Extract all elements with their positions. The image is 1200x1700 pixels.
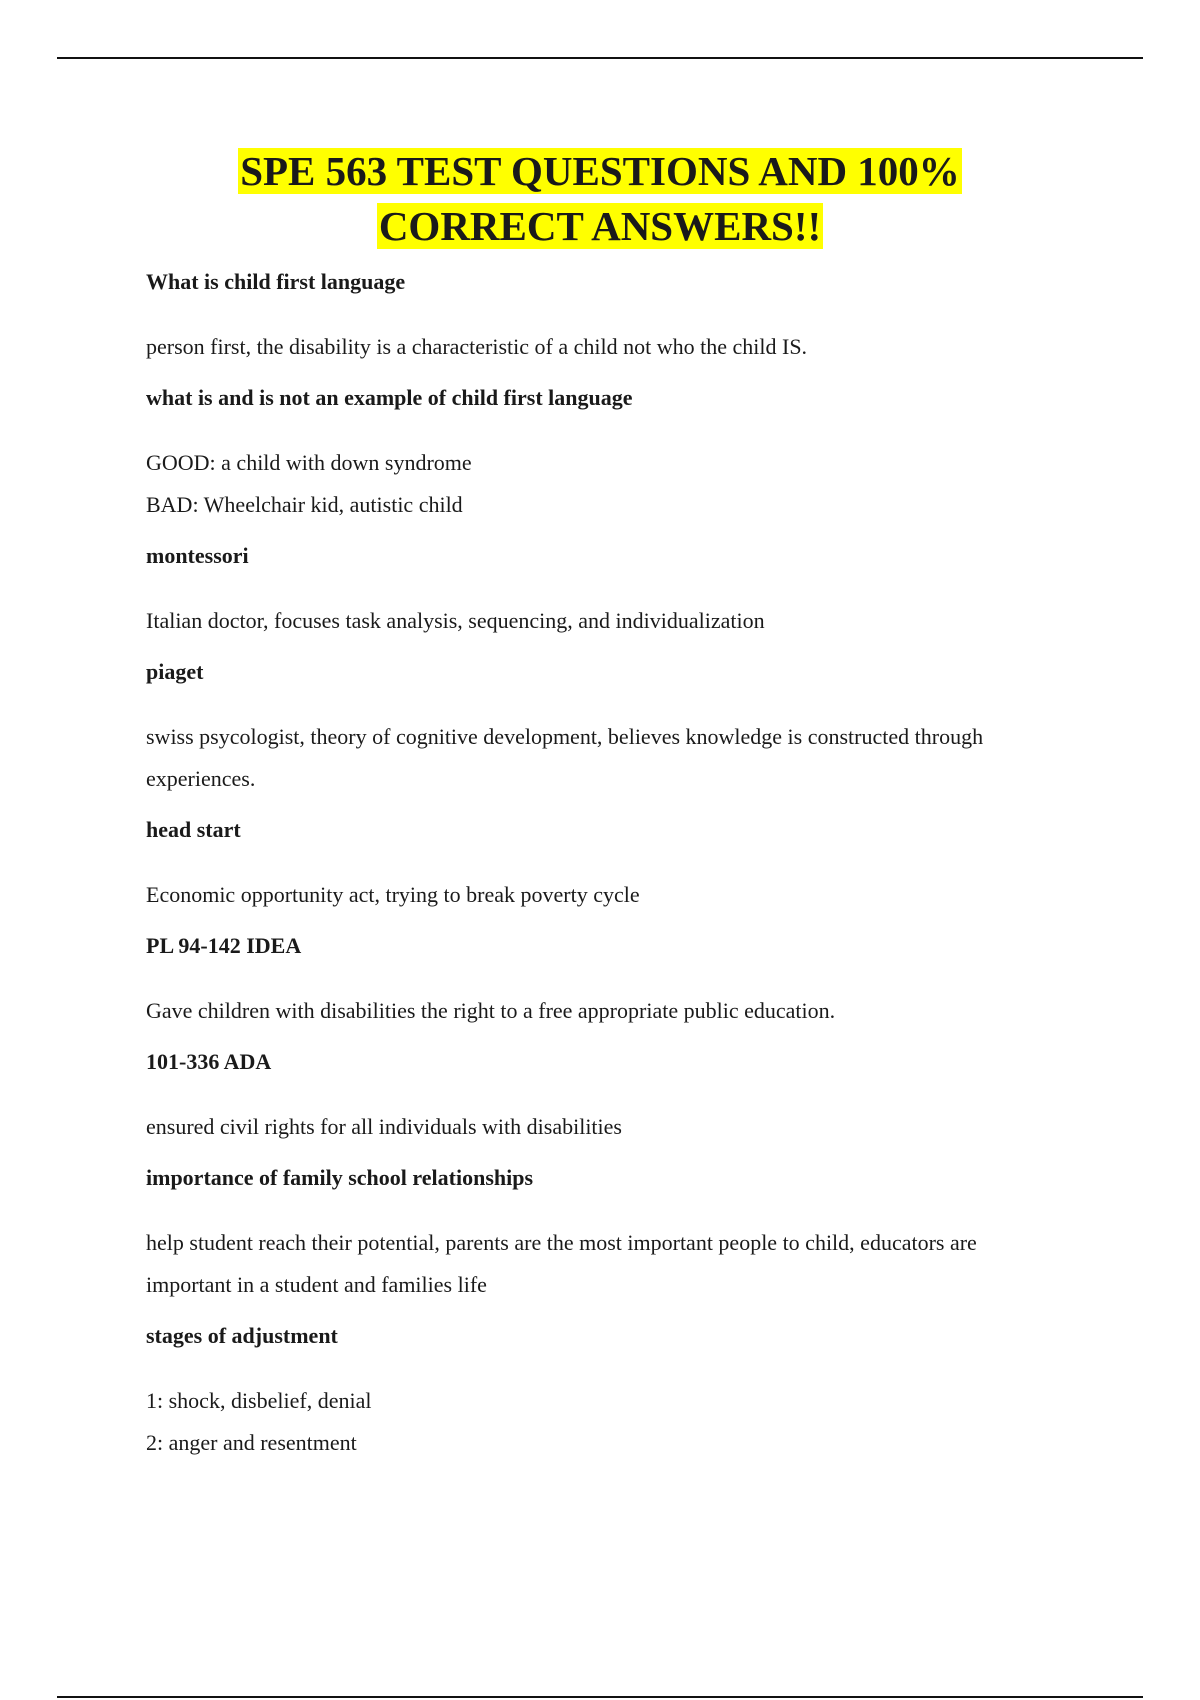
answer-line: Gave children with disabilities the right to a free appropriate public education. (146, 998, 836, 1023)
answer-line: experiences. (146, 766, 256, 791)
qa-item (146, 268, 1086, 368)
question: piaget (146, 659, 204, 684)
answer-line: person first, the disability is a characteristic of a child not who the child IS. (146, 334, 808, 359)
answer (146, 442, 1086, 526)
answer (146, 874, 1086, 916)
answer (146, 716, 1086, 800)
answer-line: 2: anger and resentment (146, 1430, 357, 1455)
question: importance of family school relationships (146, 1165, 534, 1190)
question: what is and is not an example of child first language (146, 385, 633, 410)
title-line-1: SPE 563 TEST QUESTIONS AND 100% (240, 148, 960, 194)
answer-line: ensured civil rights for all individuals with disabilities (146, 1114, 622, 1139)
answer-line: help student reach their potential, parents are the most important people to child, educators are (146, 1230, 977, 1255)
qa-item (146, 1164, 1086, 1306)
answer-line: GOOD: a child with down syndrome (146, 450, 472, 475)
question: PL 94-142 IDEA (146, 933, 302, 958)
qa-item (146, 816, 1086, 916)
qa-item (146, 1322, 1086, 1464)
answer (146, 990, 1086, 1032)
answer-line: BAD: Wheelchair kid, autistic child (146, 492, 463, 517)
qa-list (146, 268, 1086, 1480)
header-rule (57, 57, 1143, 59)
question: stages of adjustment (146, 1323, 338, 1348)
answer (146, 1222, 1086, 1306)
answer-line: swiss psycologist, theory of cognitive development, believes knowledge is constructed through (146, 724, 984, 749)
qa-item (146, 658, 1086, 800)
qa-item (146, 932, 1086, 1032)
qa-item (146, 542, 1086, 642)
document-title (0, 144, 1200, 254)
answer (146, 1106, 1086, 1148)
title-line-2: CORRECT ANSWERS!! (378, 203, 822, 249)
qa-item (146, 1048, 1086, 1148)
question: head start (146, 817, 241, 842)
question: montessori (146, 543, 249, 568)
qa-item (146, 384, 1086, 526)
answer (146, 1380, 1086, 1464)
footer-rule (57, 1696, 1143, 1698)
answer-line: 1: shock, disbelief, denial (146, 1388, 372, 1413)
answer-line: Economic opportunity act, trying to break poverty cycle (146, 882, 640, 907)
answer (146, 326, 1086, 368)
question: What is child first language (146, 269, 406, 294)
answer-line: important in a student and families life (146, 1272, 487, 1297)
answer-line: Italian doctor, focuses task analysis, sequencing, and individualization (146, 608, 765, 633)
question: 101-336 ADA (146, 1049, 272, 1074)
answer (146, 600, 1086, 642)
